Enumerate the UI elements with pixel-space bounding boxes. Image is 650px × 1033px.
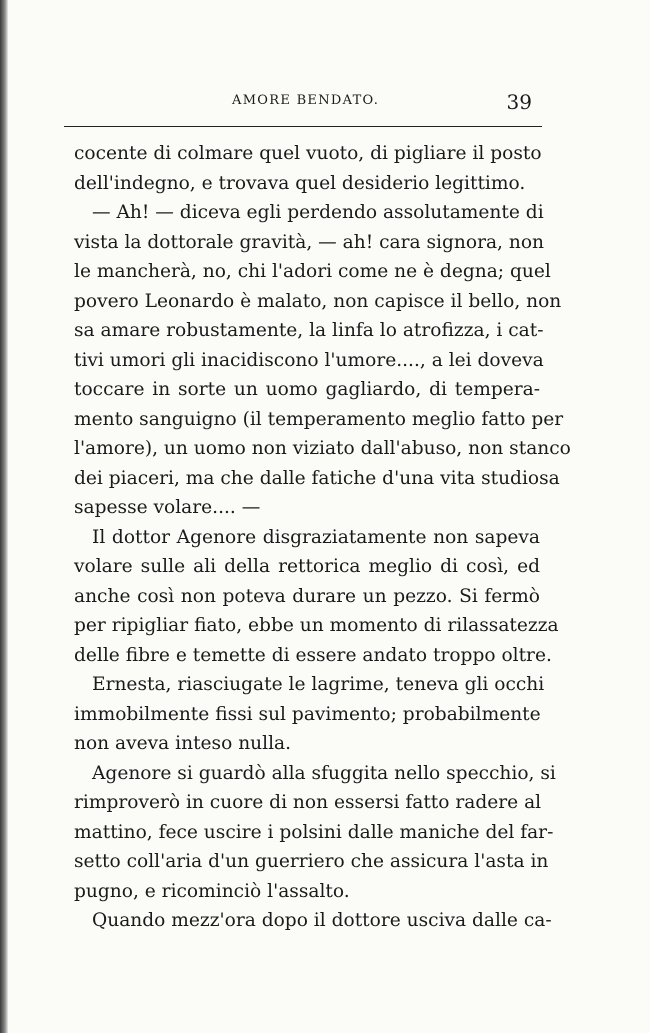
text-line: Il dottor Agenore disgraziatamente non sapeva xyxy=(92,526,540,548)
text-line: dei piaceri, ma che dalle fatiche d'una vita studiosa xyxy=(74,467,560,489)
page-header xyxy=(64,90,542,118)
text-line: povero Leonardo è malato, non capisce il bello, non xyxy=(74,290,562,312)
text-line: — Ah! — diceva egli perdendo assolutamente di xyxy=(92,202,544,223)
text-line: volare sulle ali della rettorica meglio di così, ed xyxy=(74,556,540,577)
page-number: 39 xyxy=(506,90,532,114)
text-line: per ripigliar fiato, ebbe un momento di rilassatezza xyxy=(74,615,559,636)
header-rule xyxy=(64,126,542,127)
text-line: l'amore), un uomo non viziato dall'abuso, non stanco xyxy=(74,438,571,459)
text-line: tivi umori gli inacidiscono l'umore...., a lei doveva xyxy=(74,349,544,371)
text-line: delle fibre e temette di essere andato troppo oltre. xyxy=(74,644,552,666)
text-line: mattino, fece uscire i polsini dalle maniche del far- xyxy=(74,821,554,843)
text-line: anche così non poteva durare un pezzo. Si fermò xyxy=(74,585,540,607)
text-line: vista la dottorale gravità, — ah! cara signora, non xyxy=(74,231,545,253)
text-line: sa amare robustamente, la linfa lo atrofizza, i cat- xyxy=(74,320,544,341)
text-line: non aveva inteso nulla. xyxy=(74,733,292,754)
text-line: toccare in sorte un uomo gagliardo, di tempera- xyxy=(74,379,540,400)
text-line: setto coll'aria d'un guerriero che assicura l'asta in xyxy=(74,851,549,872)
text-line: rimproverò in cuore di non essersi fatto radere al xyxy=(74,792,542,813)
page-spine-shadow xyxy=(0,0,8,1033)
text-line: le mancherà, no, chi l'adori come ne è degna; quel xyxy=(74,261,551,282)
text-line: dell'indegno, e trovava quel desiderio legittimo. xyxy=(74,172,526,194)
text-line: Quando mezz'ora dopo il dottore usciva dalle ca- xyxy=(92,910,552,931)
text-line: immobilmente fissi sul pavimento; probabilmente xyxy=(74,703,541,725)
body-text xyxy=(74,139,571,936)
text-line: mento sanguigno (il temperamento meglio fatto per xyxy=(74,408,564,430)
text-line: Ernesta, riasciugate le lagrime, teneva gli occhi xyxy=(92,674,545,695)
running-title: AMORE BENDATO. xyxy=(232,93,380,108)
text-line: sapesse volare.... — xyxy=(74,497,261,518)
text-line: cocente di colmare quel vuoto, di pigliare il posto xyxy=(74,143,542,164)
text-line: Agenore si guardò alla sfuggita nello specchio, si xyxy=(92,762,556,784)
text-line: pugno, e ricominciò l'assalto. xyxy=(74,880,350,902)
